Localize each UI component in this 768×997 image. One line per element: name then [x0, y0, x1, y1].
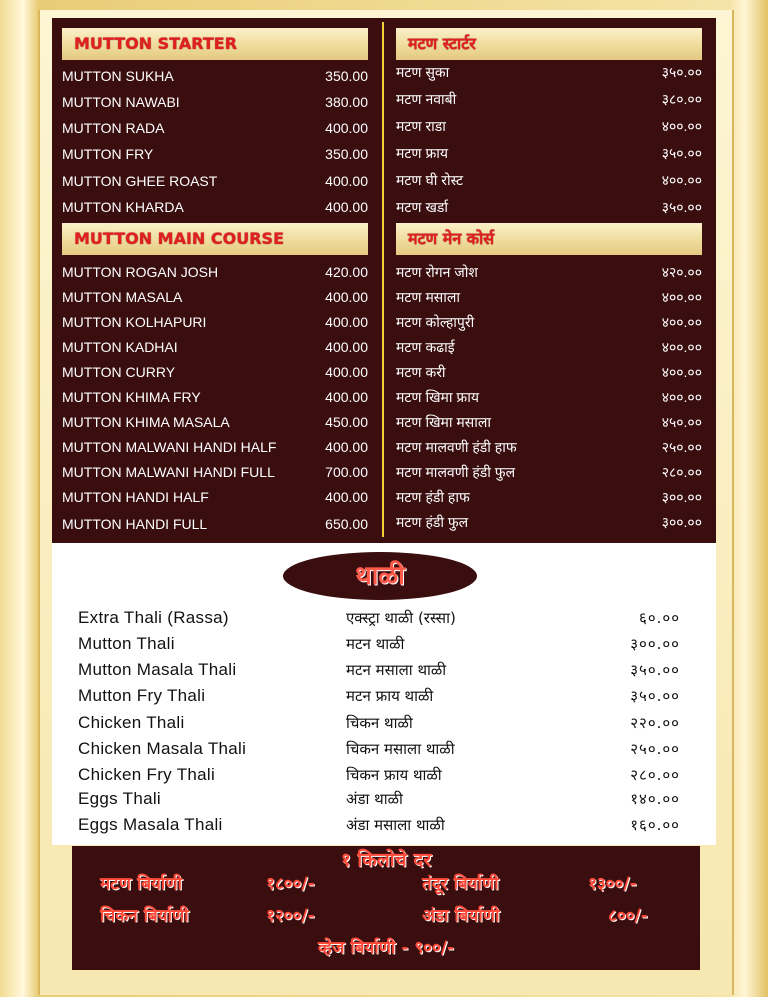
- thali-name-marathi: मटन फ्राय थाळी: [346, 687, 434, 705]
- thali-name: Mutton Masala Thali: [78, 660, 237, 679]
- item-price: 400.00: [325, 289, 368, 305]
- menu-item: [62, 411, 368, 433]
- item-price: ४००.००: [661, 172, 702, 188]
- thali-row: [78, 658, 680, 682]
- menu-item: [62, 196, 368, 218]
- item-name: MUTTON NAWABI: [62, 94, 180, 110]
- mutton-starter-header-marathi: मटण स्टार्टर: [396, 28, 702, 60]
- thali-price: २२०.००: [630, 714, 680, 732]
- item-price: ३००.००: [661, 489, 702, 505]
- mutton-main-course-header-marathi: मटण मेन कोर्स: [396, 223, 702, 255]
- item-name: MUTTON KOLHAPURI: [62, 314, 207, 330]
- item-price: ४००.००: [661, 289, 702, 305]
- item-name: MUTTON KADHAI: [62, 339, 178, 355]
- item-price: 400.00: [325, 173, 368, 189]
- item-price: ३८०.००: [661, 91, 702, 107]
- thali-row: [78, 711, 680, 735]
- thali-name-marathi: मटन थाळी: [346, 635, 405, 653]
- biryani-price: १८००/-: [266, 874, 315, 894]
- item-price: २५०.००: [661, 439, 702, 455]
- menu-item-marathi: [396, 169, 702, 191]
- item-name: मटण खिमा फ्राय: [396, 389, 479, 405]
- thali-name-marathi: चिकन मसाला थाळी: [346, 740, 455, 758]
- menu-item: [62, 286, 368, 308]
- thali-name: Eggs Thali: [78, 789, 162, 808]
- thali-row: [78, 737, 680, 761]
- per-kg-rate-title: १ किलोचे दर: [340, 849, 432, 871]
- item-name: मटण खर्डा: [396, 199, 449, 215]
- menu-item: [62, 143, 368, 165]
- menu-item-marathi: [396, 286, 702, 308]
- menu-item: [62, 311, 368, 333]
- item-price: ४२०.००: [661, 264, 702, 280]
- item-price: ३५०.००: [661, 199, 702, 215]
- menu-item: [62, 436, 368, 458]
- thali-name-marathi: अंडा थाळी: [346, 790, 403, 808]
- item-name: मटण करी: [396, 364, 446, 380]
- item-price: ४००.००: [661, 314, 702, 330]
- menu-item: [62, 261, 368, 283]
- thali-row: [78, 684, 680, 708]
- menu-item-marathi: [396, 411, 702, 433]
- item-name: MUTTON FRY: [62, 146, 154, 162]
- biryani-name: अंडा बिर्याणी: [422, 906, 500, 926]
- item-price: 400.00: [325, 489, 368, 505]
- thali-name-marathi: मटन मसाला थाळी: [346, 661, 447, 679]
- item-name: MUTTON KHARDA: [62, 199, 184, 215]
- item-name: मटण रोगन जोश: [396, 264, 478, 280]
- item-name: MUTTON GHEE ROAST: [62, 173, 218, 189]
- thali-name-marathi: अंडा मसाला थाळी: [346, 816, 445, 834]
- item-price: ४००.००: [661, 339, 702, 355]
- menu-item-marathi: [396, 511, 702, 533]
- thali-price: ३००.००: [630, 635, 680, 653]
- item-price: ३५०.००: [661, 64, 702, 80]
- item-price: 700.00: [325, 464, 368, 480]
- item-price: 380.00: [325, 94, 368, 110]
- thali-name: Chicken Thali: [78, 713, 185, 732]
- menu-item-marathi: [396, 142, 702, 164]
- thali-title: थाळी: [283, 552, 477, 600]
- item-name: MUTTON CURRY: [62, 364, 176, 380]
- item-price: 400.00: [325, 439, 368, 455]
- thali-name-marathi: एक्स्ट्रा थाळी (रस्सा): [346, 609, 456, 627]
- thali-price: १६०.००: [630, 816, 680, 834]
- item-name: मटण खिमा मसाला: [396, 414, 491, 430]
- item-name: मटण मालवणी हंडी हाफ: [396, 439, 517, 455]
- item-name: MUTTON ROGAN JOSH: [62, 264, 219, 280]
- menu-item: [62, 361, 368, 383]
- biryani-name: तंदूर बिर्याणी: [422, 874, 499, 894]
- item-name: MUTTON KHIMA MASALA: [62, 414, 230, 430]
- thali-price: ३५०.००: [630, 661, 680, 679]
- item-price: ४००.००: [661, 389, 702, 405]
- menu-item-marathi: [396, 361, 702, 383]
- menu-item: [62, 91, 368, 113]
- mutton-main-course-header: MUTTON MAIN COURSE: [62, 223, 368, 255]
- thali-name: Chicken Masala Thali: [78, 739, 247, 758]
- biryani-panel: [72, 846, 700, 970]
- item-price: 400.00: [325, 364, 368, 380]
- item-name: MUTTON HANDI HALF: [62, 489, 209, 505]
- menu-item: [62, 461, 368, 483]
- thali-name: Chicken Fry Thali: [78, 765, 216, 784]
- thali-price: २८०.००: [630, 766, 680, 784]
- item-name: मटण फ्राय: [396, 145, 448, 161]
- item-price: ३००.००: [661, 514, 702, 530]
- thali-price: ६०.००: [639, 609, 680, 627]
- item-price: 400.00: [325, 314, 368, 330]
- thali-price: १४०.००: [630, 790, 680, 808]
- item-price: 420.00: [325, 264, 368, 280]
- menu-item-marathi: [396, 461, 702, 483]
- item-price: ३५०.००: [661, 145, 702, 161]
- thali-name: Eggs Masala Thali: [78, 815, 223, 834]
- thali-name-marathi: चिकन थाळी: [346, 714, 413, 732]
- menu-item-marathi: [396, 61, 702, 83]
- menu-item-marathi: [396, 311, 702, 333]
- thali-row: [78, 632, 680, 656]
- menu-item: [62, 513, 368, 535]
- menu-item-marathi: [396, 336, 702, 358]
- menu-item-marathi: [396, 386, 702, 408]
- item-price: 400.00: [325, 339, 368, 355]
- menu-item-marathi: [396, 115, 702, 137]
- thali-price: २५०.००: [630, 740, 680, 758]
- item-price: 400.00: [325, 199, 368, 215]
- menu-item-marathi: [396, 88, 702, 110]
- item-price: 650.00: [325, 516, 368, 532]
- item-price: 350.00: [325, 68, 368, 84]
- menu-item-marathi: [396, 436, 702, 458]
- item-name: मटण नवाबी: [396, 91, 457, 107]
- thali-row: [78, 606, 680, 630]
- item-name: मटण कोल्हापुरी: [396, 314, 475, 330]
- menu-item: [62, 65, 368, 87]
- item-price: २८०.००: [661, 464, 702, 480]
- item-price: ४५०.००: [661, 414, 702, 430]
- item-name: मटण मसाला: [396, 289, 461, 305]
- item-name: मटण राडा: [396, 118, 446, 134]
- item-price: 350.00: [325, 146, 368, 162]
- biryani-price: १३००/-: [588, 874, 637, 894]
- item-name: MUTTON MALWANI HANDI HALF: [62, 439, 277, 455]
- veg-biryani: व्हेज बिर्याणी - ९००/-: [317, 938, 455, 958]
- mutton-starter-header: MUTTON STARTER: [62, 28, 368, 60]
- item-price: 400.00: [325, 120, 368, 136]
- item-name: MUTTON KHIMA FRY: [62, 389, 201, 405]
- thali-row: [78, 813, 680, 837]
- item-name: MUTTON MALWANI HANDI FULL: [62, 464, 275, 480]
- item-name: MUTTON RADA: [62, 120, 165, 136]
- menu-item-marathi: [396, 486, 702, 508]
- item-name: मटण हंडी फुल: [396, 514, 469, 530]
- thali-name: Mutton Thali: [78, 634, 175, 653]
- menu-item: [62, 336, 368, 358]
- item-name: मटण घी रोस्ट: [396, 172, 464, 188]
- thali-name: Extra Thali (Rassa): [78, 608, 229, 627]
- item-price: ४००.००: [661, 364, 702, 380]
- item-name: मटण मालवणी हंडी फुल: [396, 464, 516, 480]
- thali-price: ३५०.००: [630, 687, 680, 705]
- menu-item-marathi: [396, 261, 702, 283]
- item-price: 400.00: [325, 389, 368, 405]
- thali-row: [78, 787, 680, 811]
- biryani-name: चिकन बिर्याणी: [100, 906, 189, 926]
- thali-name-marathi: चिकन फ्राय थाळी: [346, 766, 442, 784]
- column-divider: [382, 22, 384, 537]
- biryani-price: १२००/-: [266, 906, 315, 926]
- item-name: मटण सुका: [396, 64, 450, 80]
- biryani-name: मटण बिर्याणी: [100, 874, 183, 894]
- item-name: मटण कढाई: [396, 339, 455, 355]
- menu-item: [62, 117, 368, 139]
- item-name: MUTTON SUKHA: [62, 68, 174, 84]
- menu-item: [62, 486, 368, 508]
- item-price: ४००.००: [661, 118, 702, 134]
- menu-item: [62, 386, 368, 408]
- menu-item: [62, 170, 368, 192]
- menu-item-marathi: [396, 196, 702, 218]
- biryani-price: ८००/-: [608, 906, 648, 926]
- item-name: MUTTON HANDI FULL: [62, 516, 208, 532]
- thali-name: Mutton Fry Thali: [78, 686, 206, 705]
- thali-row: [78, 763, 680, 787]
- item-name: मटण हंडी हाफ: [396, 489, 470, 505]
- item-price: 450.00: [325, 414, 368, 430]
- item-name: MUTTON MASALA: [62, 289, 183, 305]
